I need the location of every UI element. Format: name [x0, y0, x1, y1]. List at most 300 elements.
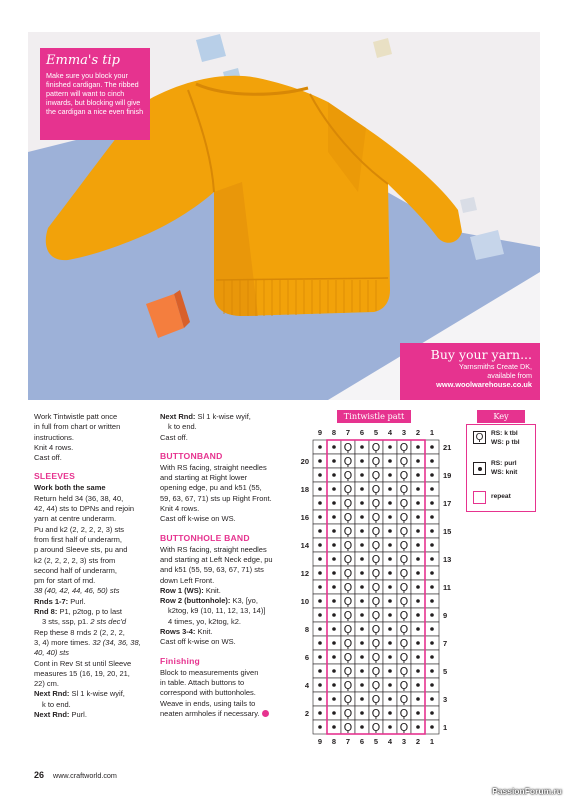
- purl-dot-icon: [430, 529, 434, 533]
- tbl-symbol-icon: Ϙ: [371, 595, 381, 608]
- purl-dot-icon: [318, 655, 322, 659]
- purl-dot-icon: [416, 529, 420, 533]
- purl-dot-icon: [388, 543, 392, 547]
- intro-line: Work Tintwistle patt once: [34, 412, 118, 421]
- row-2-text-3: 4 times, yo, k2tog, k2.: [168, 616, 241, 626]
- column-number: 1: [429, 737, 435, 746]
- tbl-symbol-icon: Ϙ: [371, 567, 381, 580]
- purl-dot-icon: [360, 655, 364, 659]
- key-title: Key: [477, 410, 525, 423]
- tbl-symbol-icon: Ϙ: [371, 553, 381, 566]
- text-column-2: [160, 412, 288, 719]
- cast-off: Cast off.: [160, 432, 188, 442]
- purl-dot-icon: [416, 711, 420, 715]
- purl-dot-icon: [430, 641, 434, 645]
- purl-dot-icon: [332, 487, 336, 491]
- row-number-left: 20: [300, 457, 309, 466]
- buttonband-line: Cast off k-wise on WS.: [160, 514, 236, 524]
- purl-dot-icon: [430, 473, 434, 477]
- rows-3-4-text: Knit.: [197, 627, 213, 637]
- purl-dot-icon: [332, 669, 336, 673]
- purl-dot-icon: [416, 599, 420, 603]
- purl-dot-icon: [318, 515, 322, 519]
- purl-dot-icon: [360, 711, 364, 715]
- tbl-symbol-icon: Ϙ: [343, 665, 353, 678]
- row-1-text: Knit.: [205, 585, 221, 595]
- row-number-right: 9: [443, 611, 448, 620]
- purl-dot-icon: [318, 529, 322, 533]
- finishing-line: Block to measurements given: [160, 667, 259, 677]
- purl-dot-icon: [318, 585, 322, 589]
- tbl-symbol-icon: Ϙ: [343, 651, 353, 664]
- purl-dot-icon: [360, 459, 364, 463]
- repeat-box-icon: [473, 491, 486, 504]
- purl-dot-icon: [388, 697, 392, 701]
- key-tbl-label: RS: k tbl: [491, 430, 518, 437]
- purl-dot-icon: [416, 515, 420, 519]
- tbl-symbol-icon: Ϙ: [473, 431, 486, 444]
- rep-italic: 32 (34, 36, 38, 40, 40) sts: [34, 637, 141, 658]
- tbl-symbol-icon: Ϙ: [343, 469, 353, 482]
- purl-dot-icon: [388, 557, 392, 561]
- tbl-symbol-icon: Ϙ: [371, 525, 381, 538]
- purl-dot-icon: [416, 459, 420, 463]
- rnd-8-text: P1, p2tog, p to last: [59, 607, 122, 617]
- row-2-text-2: k2tog, k9 (10, 11, 12, 13, 14)]: [168, 606, 266, 616]
- tbl-symbol-icon: Ϙ: [399, 581, 409, 594]
- buttonband-line: 59, 63, 67, 71) sts up Right Front.: [160, 493, 272, 503]
- buttonhole-line: With RS facing, straight needles: [160, 544, 267, 554]
- tbl-symbol-icon: Ϙ: [399, 665, 409, 678]
- purl-dot-icon: [430, 655, 434, 659]
- purl-dot-icon: [416, 641, 420, 645]
- purl-dot-icon: [332, 725, 336, 729]
- buttonband-heading: BUTTONBAND: [160, 450, 223, 461]
- purl-dot-icon: [416, 725, 420, 729]
- tintwistle-chart: [288, 424, 460, 760]
- tbl-symbol-icon: Ϙ: [343, 623, 353, 636]
- column-number: 3: [401, 428, 407, 437]
- tbl-symbol-icon: Ϙ: [371, 623, 381, 636]
- purl-dot-icon: [388, 459, 392, 463]
- sleeves-line: yarn at centre underarm.: [34, 514, 117, 524]
- purl-dot-icon: [318, 683, 322, 687]
- purl-dot-icon: [430, 487, 434, 491]
- purl-dot-icon: [332, 613, 336, 617]
- tbl-symbol-icon: Ϙ: [343, 497, 353, 510]
- purl-dot-icon: [332, 557, 336, 561]
- purl-dot-icon: [318, 711, 322, 715]
- purl-dot-icon: [416, 445, 420, 449]
- purl-dot-icon: [416, 669, 420, 673]
- rep-line: 3, 4) more times.: [34, 637, 91, 647]
- tip-box: [40, 48, 150, 140]
- tbl-symbol-icon: Ϙ: [399, 721, 409, 734]
- purl-dot-icon: [318, 571, 322, 575]
- row-number-right: 3: [443, 695, 448, 704]
- row-number-left: 2: [304, 709, 309, 718]
- sleeves-line: pm for start of rnd.: [34, 576, 96, 586]
- purl-dot-icon: [318, 627, 322, 631]
- tbl-symbol-icon: Ϙ: [343, 455, 353, 468]
- purl-dot-icon: [388, 711, 392, 715]
- purl-dot-icon: [430, 711, 434, 715]
- tbl-symbol-icon: Ϙ: [399, 693, 409, 706]
- tbl-symbol-icon: Ϙ: [399, 609, 409, 622]
- tip-title: Emma's tip: [46, 53, 120, 68]
- purl-dot-icon: [416, 543, 420, 547]
- row-number-left: 4: [304, 681, 309, 690]
- purl-dot-icon: [388, 641, 392, 645]
- tbl-symbol-icon: Ϙ: [399, 679, 409, 692]
- purl-dot-icon: [318, 487, 322, 491]
- tbl-symbol-icon: Ϙ: [399, 595, 409, 608]
- rnd-8-text-2: 3 sts, ssp, p1.: [42, 617, 89, 627]
- row-number-right: 1: [443, 723, 448, 732]
- tbl-symbol-icon: Ϙ: [343, 595, 353, 608]
- tbl-symbol-icon: Ϙ: [399, 553, 409, 566]
- buy-title: Buy your yarn...: [430, 347, 532, 362]
- column-number: 8: [331, 428, 337, 437]
- row-2-label: Row 2 (buttonhole):: [160, 596, 231, 606]
- tbl-symbol-icon: Ϙ: [399, 483, 409, 496]
- column-number: 9: [317, 428, 323, 437]
- cont-line: Cont in Rev St st until Sleeve: [34, 658, 132, 668]
- purl-dot-icon: [332, 543, 336, 547]
- row-2-text: K3, [yo,: [232, 596, 258, 606]
- purl-dot-icon: [416, 557, 420, 561]
- purl-dot-icon: [430, 459, 434, 463]
- purl-dot-icon: [360, 487, 364, 491]
- tbl-symbol-icon: Ϙ: [343, 609, 353, 622]
- buttonhole-line: down Left Front.: [160, 575, 215, 585]
- rnd-8-italic: 2 sts dec'd: [90, 617, 126, 627]
- column-number: 2: [415, 428, 421, 437]
- row-number-right: 11: [443, 583, 451, 592]
- tbl-symbol-icon: Ϙ: [371, 497, 381, 510]
- tbl-symbol-icon: Ϙ: [399, 651, 409, 664]
- row-number-left: 12: [300, 569, 309, 578]
- sleeves-line: 42, 44) sts to DPNs and rejoin: [34, 504, 135, 514]
- row-number-right: 21: [443, 443, 452, 452]
- purl-dot-icon: [473, 462, 486, 475]
- tbl-symbol-icon: Ϙ: [371, 441, 381, 454]
- row-number-right: 15: [443, 527, 452, 536]
- purl-dot-icon: [388, 445, 392, 449]
- row-number-left: 8: [304, 625, 309, 634]
- row-number-left: 10: [300, 597, 309, 606]
- purl-dot-icon: [360, 725, 364, 729]
- purl-dot-icon: [388, 529, 392, 533]
- purl-dot-icon: [318, 613, 322, 617]
- purl-dot-icon: [360, 529, 364, 533]
- purl-dot-icon: [430, 585, 434, 589]
- purl-dot-icon: [416, 613, 420, 617]
- rnds-1-7-label: Rnds 1-7:: [34, 596, 69, 606]
- purl-dot-icon: [318, 725, 322, 729]
- tbl-symbol-icon: Ϙ: [371, 693, 381, 706]
- key-purl-label: RS: purl: [491, 460, 517, 467]
- purl-dot-icon: [430, 515, 434, 519]
- finishing-line: neaten armholes if necessary.: [160, 708, 260, 718]
- finishing-line: in table. Attach buttons to: [160, 677, 245, 687]
- tbl-symbol-icon: Ϙ: [343, 483, 353, 496]
- purl-dot-icon: [416, 585, 420, 589]
- tbl-symbol-icon: Ϙ: [399, 497, 409, 510]
- purl-dot-icon: [360, 697, 364, 701]
- purl-dot-icon: [332, 711, 336, 715]
- purl-dot-icon: [332, 473, 336, 477]
- purl-dot-icon: [332, 683, 336, 687]
- tbl-symbol-icon: Ϙ: [343, 511, 353, 524]
- column-number: 6: [359, 737, 365, 746]
- purl-dot-icon: [332, 515, 336, 519]
- purl-dot-icon: [388, 613, 392, 617]
- buy-line-2: available from: [487, 371, 532, 380]
- cont-line: 22) cm.: [34, 679, 60, 689]
- tbl-symbol-icon: Ϙ: [399, 455, 409, 468]
- purl-dot-icon: [318, 641, 322, 645]
- tbl-symbol-icon: Ϙ: [399, 469, 409, 482]
- purl-dot-icon: [388, 627, 392, 631]
- cont-line: measures 15 (16, 19, 20, 21,: [34, 668, 130, 678]
- purl-dot-icon: [388, 515, 392, 519]
- next-rnd-text: Sl 1 k-wise wyif,: [71, 689, 125, 699]
- purl-dot-icon: [430, 683, 434, 687]
- page-number: 26: [34, 770, 45, 780]
- row-number-right: 5: [443, 667, 448, 676]
- buy-yarn-box: [400, 343, 540, 400]
- tbl-symbol-icon: Ϙ: [399, 441, 409, 454]
- tbl-symbol-icon: Ϙ: [371, 679, 381, 692]
- tbl-symbol-icon: Ϙ: [343, 679, 353, 692]
- purl-dot-icon: [360, 669, 364, 673]
- purl-dot-icon: [430, 697, 434, 701]
- row-number-right: 7: [443, 639, 448, 648]
- sleeves-line: k2 (2, 2, 2, 2, 3) sts from: [34, 555, 116, 565]
- key-tbl-label-2: WS: p tbl: [491, 439, 520, 446]
- purl-dot-icon: [360, 445, 364, 449]
- purl-dot-icon: [318, 543, 322, 547]
- purl-dot-icon: [332, 627, 336, 631]
- next-rnd-text-2: k to end.: [168, 422, 197, 432]
- sleeves-line: p around Sleeve sts, pu and: [34, 545, 128, 555]
- purl-dot-icon: [430, 613, 434, 617]
- column-number: 7: [345, 737, 351, 746]
- buttonband-line: and starting at Right lower: [160, 473, 248, 483]
- key-repeat-label: repeat: [491, 493, 511, 500]
- next-rnd-label: Next Rnd:: [34, 689, 70, 699]
- purl-dot-icon: [360, 473, 364, 477]
- purl-dot-icon: [416, 571, 420, 575]
- key-purl-label-2: WS: knit: [491, 469, 518, 476]
- purl-dot-icon: [360, 557, 364, 561]
- purl-dot-icon: [430, 627, 434, 631]
- column-number: 2: [415, 737, 421, 746]
- purl-dot-icon: [332, 641, 336, 645]
- tbl-symbol-icon: Ϙ: [399, 637, 409, 650]
- buttonhole-line: and starting at Left Neck edge, pu: [160, 554, 273, 564]
- purl-dot-icon: [332, 571, 336, 575]
- purl-dot-icon: [318, 599, 322, 603]
- next-rnd-label: Next Rnd:: [160, 412, 196, 421]
- text-column-1: [34, 412, 152, 720]
- tbl-symbol-icon: Ϙ: [371, 511, 381, 524]
- purl-dot-icon: [360, 501, 364, 505]
- tbl-symbol-icon: Ϙ: [399, 511, 409, 524]
- purl-dot-icon: [416, 501, 420, 505]
- row-number-right: 19: [443, 471, 452, 480]
- buttonhole-heading: BUTTONHOLE BAND: [160, 532, 250, 543]
- tbl-symbol-icon: Ϙ: [399, 567, 409, 580]
- row-number-left: 14: [300, 541, 309, 550]
- purl-dot-icon: [360, 641, 364, 645]
- next-rnd-label: Next Rnd:: [34, 710, 70, 720]
- tbl-symbol-icon: Ϙ: [399, 707, 409, 720]
- buttonband-line: With RS facing, straight needles: [160, 462, 267, 472]
- sleeves-heading: SLEEVES: [34, 471, 76, 482]
- purl-dot-icon: [416, 655, 420, 659]
- purl-dot-icon: [318, 669, 322, 673]
- column-number: 5: [373, 737, 379, 746]
- tbl-symbol-icon: Ϙ: [343, 707, 353, 720]
- tbl-symbol-icon: Ϙ: [371, 665, 381, 678]
- purl-dot-icon: [332, 459, 336, 463]
- tbl-symbol-icon: Ϙ: [343, 539, 353, 552]
- purl-dot-icon: [388, 473, 392, 477]
- intro-line: Cast off.: [34, 453, 62, 463]
- purl-dot-icon: [388, 487, 392, 491]
- tbl-symbol-icon: Ϙ: [399, 623, 409, 636]
- column-number: 7: [345, 428, 351, 437]
- stitch-count: 38 (40, 42, 44, 46, 50) sts: [34, 586, 120, 596]
- purl-dot-icon: [332, 585, 336, 589]
- purl-dot-icon: [332, 655, 336, 659]
- tbl-symbol-icon: Ϙ: [343, 525, 353, 538]
- purl-dot-icon: [388, 655, 392, 659]
- chart-title: Tintwistle patt: [337, 410, 411, 423]
- purl-dot-icon: [388, 571, 392, 575]
- intro-line: Knit 4 rows.: [34, 442, 74, 452]
- buttonband-line: Knit 4 rows.: [160, 504, 200, 514]
- purl-dot-icon: [430, 725, 434, 729]
- purl-dot-icon: [360, 599, 364, 603]
- column-number: 9: [317, 737, 323, 746]
- tbl-symbol-icon: Ϙ: [371, 651, 381, 664]
- column-number: 4: [387, 737, 393, 746]
- tbl-symbol-icon: Ϙ: [371, 483, 381, 496]
- sleeves-subheading: Work both the same: [34, 483, 106, 493]
- purl-dot-icon: [416, 473, 420, 477]
- tbl-symbol-icon: Ϙ: [371, 707, 381, 720]
- purl-dot-icon: [388, 683, 392, 687]
- purl-dot-icon: [332, 529, 336, 533]
- footer-site[interactable]: www.craftworld.com: [53, 771, 117, 780]
- column-number: 8: [331, 737, 337, 746]
- purl-dot-icon: [430, 445, 434, 449]
- tbl-symbol-icon: Ϙ: [371, 609, 381, 622]
- tbl-symbol-icon: Ϙ: [343, 567, 353, 580]
- cast-off: Cast off k-wise on WS.: [160, 637, 236, 647]
- sleeves-line: Pu and k2 (2, 2, 2, 2, 3) sts: [34, 524, 125, 534]
- column-number: 6: [359, 428, 365, 437]
- tbl-symbol-icon: Ϙ: [343, 693, 353, 706]
- tbl-symbol-icon: Ϙ: [343, 637, 353, 650]
- purl-dot-icon: [318, 501, 322, 505]
- purl-dot-icon: [332, 599, 336, 603]
- purl-dot-icon: [318, 459, 322, 463]
- purl-dot-icon: [388, 501, 392, 505]
- tbl-symbol-icon: Ϙ: [343, 441, 353, 454]
- row-1-label: Row 1 (WS):: [160, 585, 204, 595]
- tbl-symbol-icon: Ϙ: [399, 525, 409, 538]
- purl-dot-icon: [360, 585, 364, 589]
- sleeves-line: second half of underarm,: [34, 565, 117, 575]
- purl-dot-icon: [360, 543, 364, 547]
- finishing-line: correspond with buttonholes.: [160, 688, 256, 698]
- purl-dot-icon: [430, 669, 434, 673]
- column-number: 5: [373, 428, 379, 437]
- purl-dot-icon: [416, 627, 420, 631]
- tbl-symbol-icon: Ϙ: [343, 581, 353, 594]
- purl-dot-icon: [360, 683, 364, 687]
- buy-line-1: Yarnsmiths Create DK,: [459, 362, 532, 371]
- purl-dot-icon: [360, 627, 364, 631]
- purl-dot-icon: [318, 697, 322, 701]
- purl-dot-icon: [360, 613, 364, 617]
- sleeves-line: from first half of underarm,: [34, 534, 122, 544]
- purl-dot-icon: [318, 473, 322, 477]
- next-rnd-text: Sl 1 k-wise wyif,: [197, 412, 251, 421]
- row-number-left: 6: [304, 653, 309, 662]
- finishing-heading: Finishing: [160, 655, 200, 666]
- tbl-symbol-icon: Ϙ: [399, 539, 409, 552]
- buttonhole-line: and k51 (55, 59, 63, 67, 71) sts: [160, 565, 264, 575]
- intro-line: in full from chart or written: [34, 422, 121, 432]
- tbl-symbol-icon: Ϙ: [371, 721, 381, 734]
- purl-dot-icon: [416, 697, 420, 701]
- purl-dot-icon: [416, 487, 420, 491]
- row-number-left: 16: [300, 513, 309, 522]
- buttonband-line: opening edge, pu and k51 (55,: [160, 483, 262, 493]
- tbl-symbol-icon: Ϙ: [371, 455, 381, 468]
- purl-dot-icon: [430, 543, 434, 547]
- rnds-1-7-text: Purl.: [70, 596, 86, 606]
- purl-dot-icon: [430, 599, 434, 603]
- purl-dot-icon: [388, 669, 392, 673]
- tbl-symbol-icon: Ϙ: [371, 637, 381, 650]
- watermark: PassionForum.ru: [492, 786, 562, 796]
- purl-dot-icon: [430, 501, 434, 505]
- tbl-symbol-icon: Ϙ: [371, 581, 381, 594]
- sleeves-line: Return held 34 (36, 38, 40,: [34, 493, 124, 503]
- next-rnd-text-2: k to end.: [42, 699, 71, 709]
- intro-line: instructions.: [34, 432, 75, 442]
- row-number-right: 13: [443, 555, 452, 564]
- purl-dot-icon: [388, 585, 392, 589]
- tip-text: Make sure you block your finished cardigan. The ribbed pattern will want to cinch inwards, but blocking will give the cardigan a nice even finish: [46, 71, 144, 116]
- column-number: 1: [429, 428, 435, 437]
- tbl-symbol-icon: Ϙ: [343, 721, 353, 734]
- rnd-8-label: Rnd 8:: [34, 607, 58, 617]
- purl-dot-icon: [332, 697, 336, 701]
- next-rnd-text: Purl.: [71, 710, 87, 720]
- purl-dot-icon: [360, 515, 364, 519]
- end-marker-icon: [262, 710, 269, 717]
- purl-dot-icon: [332, 445, 336, 449]
- buy-url[interactable]: www.woolwarehouse.co.uk: [436, 380, 532, 389]
- tbl-symbol-icon: Ϙ: [371, 539, 381, 552]
